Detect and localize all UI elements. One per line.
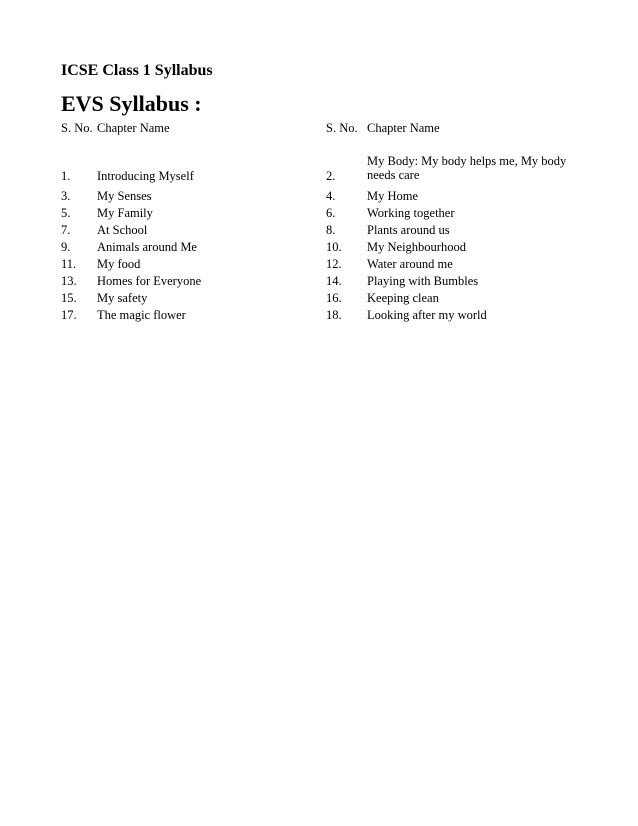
row-sno: 5. xyxy=(61,206,71,220)
row-chapter-name: Keeping clean xyxy=(367,291,439,305)
row-sno: 14. xyxy=(326,274,342,288)
row-sno: 8. xyxy=(326,223,336,237)
row-sno: 7. xyxy=(61,223,71,237)
row-sno: 15. xyxy=(61,291,77,305)
row-sno: 13. xyxy=(61,274,77,288)
table-row xyxy=(61,239,321,256)
document-title: ICSE Class 1 Syllabus xyxy=(61,62,213,79)
row-sno: 18. xyxy=(326,308,342,322)
table-row xyxy=(326,256,586,273)
row-sno: 4. xyxy=(326,189,336,203)
table-row xyxy=(326,205,586,222)
header-sno: S. No. xyxy=(326,121,358,135)
row-chapter-name: My food xyxy=(97,257,141,271)
row-sno: 6. xyxy=(326,206,336,220)
row-chapter-name: My Body: My body helps me, My body needs care xyxy=(367,154,567,182)
table-row xyxy=(61,188,321,205)
row-chapter-name: My Senses xyxy=(97,189,152,203)
row-sno: 1. xyxy=(61,169,71,183)
table-row xyxy=(326,222,586,239)
row-sno: 10. xyxy=(326,240,342,254)
row-sno: 11. xyxy=(61,257,77,271)
row-chapter-name: Looking after my world xyxy=(367,308,487,322)
table-row xyxy=(61,290,321,307)
row-chapter-name: My Neighbourhood xyxy=(367,240,466,254)
table-row xyxy=(326,307,586,324)
row-chapter-name: Animals around Me xyxy=(97,240,197,254)
table-row xyxy=(326,188,586,205)
header-chapter-name: Chapter Name xyxy=(97,121,170,135)
row-chapter-name: Plants around us xyxy=(367,223,450,237)
syllabus-table-left xyxy=(61,120,321,324)
row-chapter-name: Introducing Myself xyxy=(97,169,194,183)
header-chapter-name: Chapter Name xyxy=(367,121,440,135)
row-chapter-name: The magic flower xyxy=(97,308,186,322)
table-row xyxy=(61,205,321,222)
row-sno: 16. xyxy=(326,291,342,305)
table-row xyxy=(61,222,321,239)
table-header-row xyxy=(61,120,321,137)
row-chapter-name: Playing with Bumbles xyxy=(367,274,479,288)
table-header-row xyxy=(326,120,586,137)
row-sno: 9. xyxy=(61,240,71,254)
table-row xyxy=(326,239,586,256)
section-title: EVS Syllabus : xyxy=(61,91,202,116)
row-chapter-name: At School xyxy=(97,223,148,237)
row-sno: 17. xyxy=(61,308,77,322)
row-chapter-name: Working together xyxy=(367,206,455,220)
table-row xyxy=(61,256,321,273)
row-chapter-name: Homes for Everyone xyxy=(97,274,202,288)
table-row xyxy=(61,307,321,324)
row-chapter-name: Water around me xyxy=(367,257,453,271)
table-row xyxy=(61,273,321,290)
table-row xyxy=(61,137,321,181)
row-chapter-name: My safety xyxy=(97,291,148,305)
row-sno: 3. xyxy=(61,189,71,203)
row-sno: 12. xyxy=(326,257,342,271)
row-chapter-name: My Family xyxy=(97,206,153,220)
row-chapter-name: My Home xyxy=(367,189,419,203)
syllabus-table-right xyxy=(326,120,586,324)
header-sno: S. No. xyxy=(61,121,93,135)
row-sno: 2. xyxy=(326,169,336,183)
table-row xyxy=(326,290,586,307)
table-row xyxy=(326,137,586,181)
table-row xyxy=(326,273,586,290)
